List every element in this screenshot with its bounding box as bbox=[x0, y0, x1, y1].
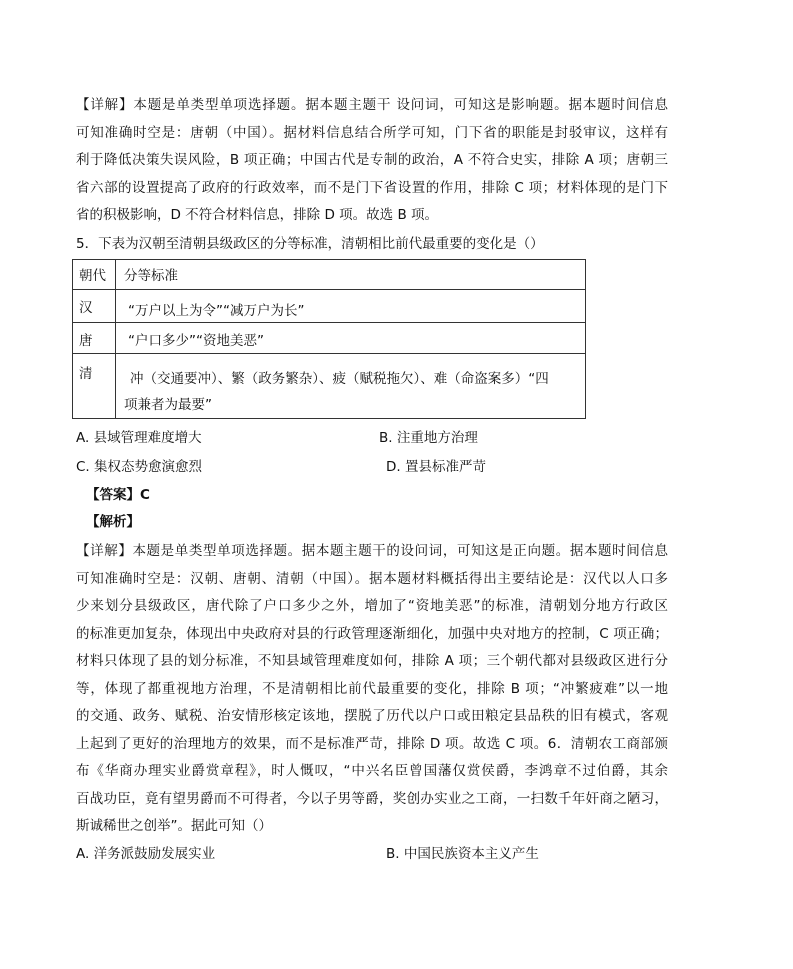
standard-cell: “万户以上为令”“减万户为长” bbox=[116, 290, 586, 323]
standard-cell bbox=[116, 354, 586, 419]
text-line: 少来划分县级政区，唐代除了户口多少之外，增加了“资地美恶”的标准，清朝划分地方行政区 bbox=[76, 598, 668, 614]
text-line: 省六部的设置提高了政府的行政效率，而不是门下省设置的作用，排除 C 项；材料体现的是门下 bbox=[76, 179, 668, 196]
q6-option-b: B. 中国民族资本主义产生 bbox=[386, 846, 539, 862]
text-line: 等，体现了都重视地方治理，不是清朝相比前代最重要的变化，排除 B 项；“冲繁疲难”以一地 bbox=[76, 680, 668, 697]
text-line: 【详解】本题是单类型单项选择题。据本题主题干 设问词，可知这是影响题。据本题时间信息 bbox=[76, 97, 668, 113]
text-line: 可知准确时空是：唐朝（中国）。据材料信息结合所学可知，门下省的职能是封驳审议，这样有 bbox=[76, 124, 668, 141]
text-line: 省的积极影响，D 不符合材料信息，排除 D 项。故选 B 项。 bbox=[76, 207, 439, 223]
question-5-stem: 5．下表为汉朝至清朝县级政区的分等标准，清朝相比前代最重要的变化是（） bbox=[76, 236, 544, 252]
standard-line: 冲（交通要冲）、繁（政务繁杂）、疲（赋税拖欠）、难（命盗案多）“四 bbox=[130, 371, 549, 387]
explanation-paragraph-2 bbox=[76, 538, 668, 841]
analysis-label: 【解析】 bbox=[86, 514, 140, 530]
dynasty-cell: 唐 bbox=[73, 323, 116, 354]
text-line: 材料只体现了县的划分标准，不知县域管理难度如何，排除 A 项；三个朝代都对县级政区进行分 bbox=[76, 653, 668, 669]
dynasty-cell: 汉 bbox=[73, 290, 116, 323]
text-line: 斯诚稀世之创举”。据此可知（） bbox=[76, 818, 272, 834]
table-row bbox=[73, 354, 586, 419]
explanation-paragraph-1 bbox=[76, 92, 668, 230]
q5-option-c: C. 集权态势愈演愈烈 bbox=[76, 459, 203, 475]
text-line: 利于降低决策失误风险，B 项正确；中国古代是专制的政治，A 不符合史实，排除 A 项；唐朝三 bbox=[76, 152, 668, 168]
text-line: 【详解】本题是单类型单项选择题。据本题主题干的设问词，可知这是正向题。据本题时间信息 bbox=[76, 543, 668, 559]
table-header-row bbox=[73, 260, 586, 290]
header-cell-standard: 分等标准 bbox=[116, 260, 586, 290]
q5-option-b: B. 注重地方治理 bbox=[379, 430, 478, 446]
dynasty-cell: 清 bbox=[73, 354, 116, 419]
text-line: 上起到了更好的治理地方的效果，而不是标准严苛，排除 D 项。故选 C 项。6．清朝农工商部颁 bbox=[76, 735, 668, 752]
standard-cell: “户口多少”“资地美恶” bbox=[116, 323, 586, 354]
table-row bbox=[73, 323, 586, 354]
table-row bbox=[73, 290, 586, 323]
q5-option-d: D. 置县标准严苛 bbox=[386, 459, 486, 475]
dynasty-standards-table bbox=[72, 259, 586, 419]
q5-option-a: A. 县域管理难度增大 bbox=[76, 430, 202, 446]
answer-label: 【答案】C bbox=[86, 487, 150, 503]
text-line: 百战功臣，竟有望男爵而不可得者，今以子男等爵，奖创办实业之工商，一扫数千年奸商之陋习， bbox=[76, 790, 668, 807]
text-line: 的交通、政务、赋税、治安情形核定该地，摆脱了历代以户口或田粮定县品秩的旧有模式，客观 bbox=[76, 708, 668, 724]
text-line: 布《华商办理实业爵赏章程》，时人慨叹，“中兴名臣曾国藩仅赏侯爵，李鸿章不过伯爵，其余 bbox=[76, 763, 668, 779]
text-line: 的标准更加复杂，体现出中央政府对县的行政管理逐渐细化，加强中央对地方的控制，C 项正确； bbox=[76, 625, 668, 642]
text-line: 可知准确时空是：汉朝、唐朝、清朝（中国）。据本题材料概括得出主要结论是：汉代以人口多 bbox=[76, 570, 668, 587]
standard-line: 项兼者为最要” bbox=[124, 397, 212, 413]
header-cell-dynasty: 朝代 bbox=[73, 260, 116, 290]
q6-option-a: A. 洋务派鼓励发展实业 bbox=[76, 846, 216, 862]
